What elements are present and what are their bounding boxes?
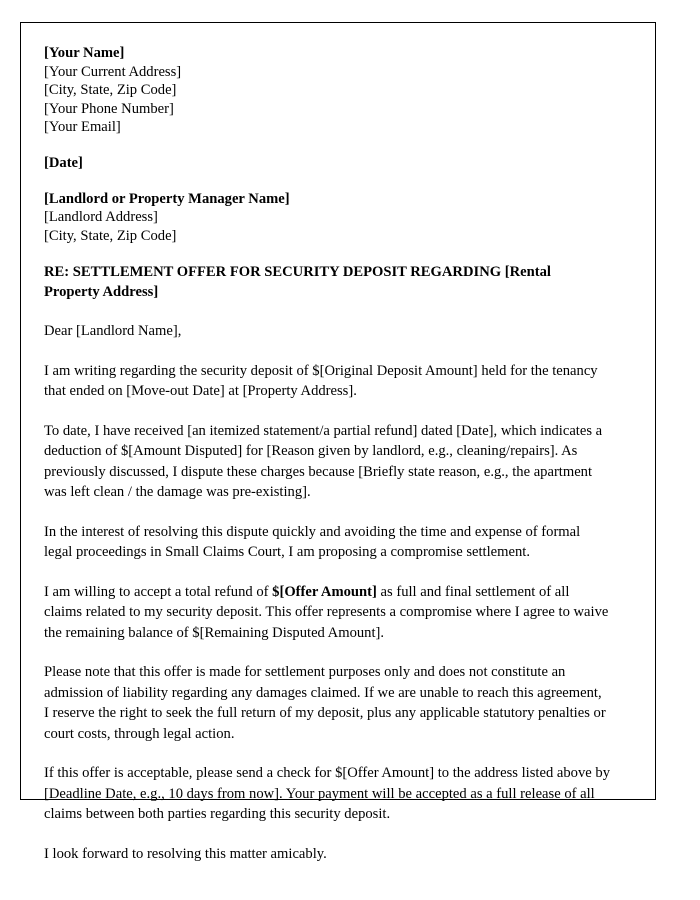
offer-prefix: I am willing to accept a total refund of bbox=[44, 583, 273, 600]
sender-address: [Your Current Address] bbox=[44, 63, 182, 80]
offer-paragraph bbox=[44, 582, 610, 644]
spacer bbox=[44, 137, 610, 154]
offer-amount: $[Offer Amount] bbox=[272, 583, 377, 600]
offer-suffix: as full and final settlement of all claims related to my security deposit. This offer represents a compromise where I agree to waive the remaining balance of $[Remaining Disputed Amount]. bbox=[44, 583, 609, 641]
body-paragraph-6: I look forward to resolving this matter amicably. bbox=[44, 845, 327, 862]
body-paragraph-5: If this offer is acceptable, please send a check for $[Offer Amount] to the address listed above by [Deadline Date, e.g., 10 days from now]. Your payment will be accepted as a full release of all claims between both parties regarding this security deposit. bbox=[44, 765, 610, 823]
salutation: Dear [Landlord Name], bbox=[44, 323, 182, 340]
sender-name: [Your Name] bbox=[44, 45, 125, 61]
body-paragraph-3: In the interest of resolving this dispute quickly and avoiding the time and expense of formal legal proceedings in Small Claims Court, I am proposing a compromise settlement. bbox=[44, 523, 581, 561]
recipient-name: [Landlord or Property Manager Name] bbox=[44, 190, 290, 207]
recipient-city-state-zip: [City, State, Zip Code] bbox=[44, 227, 177, 244]
sender-city-state-zip: [City, State, Zip Code] bbox=[44, 82, 177, 99]
subject-line: RE: SETTLEMENT OFFER FOR SECURITY DEPOSIT REGARDING [Rental Property Address] bbox=[44, 264, 551, 300]
sender-address-block bbox=[44, 44, 610, 137]
sender-email: [Your Email] bbox=[44, 119, 121, 136]
recipient-address: [Landlord Address] bbox=[44, 209, 158, 226]
sender-phone: [Your Phone Number] bbox=[44, 100, 174, 117]
letter-date: [Date] bbox=[44, 154, 83, 171]
body-paragraph-4: Please note that this offer is made for settlement purposes only and does not constitute an admission of liability regarding any damages claimed. If we are unable to reach this agreement, I reserve the right to seek the full return of my deposit, plus any applicable statutory penalties or court costs, through legal action. bbox=[44, 664, 606, 742]
body-paragraph-1: I am writing regarding the security deposit of $[Original Deposit Amount] held for the tenancy that ended on [Move-out Date] at [Property Address]. bbox=[44, 362, 598, 400]
spacer bbox=[44, 245, 610, 263]
recipient-address-block bbox=[44, 190, 610, 246]
body-paragraph-2: To date, I have received [an itemized statement/a partial refund] dated [Date], which indicates a deduction of $[Amount Disputed] for [Reason given by landlord, e.g., cleaning/repairs]. As previously discussed, I dispute these charges because [Briefly state reason, e.g., the apartment was left clean / the damage was pre-existing]. bbox=[44, 422, 603, 501]
letter-content bbox=[44, 44, 610, 883]
spacer bbox=[44, 173, 610, 190]
